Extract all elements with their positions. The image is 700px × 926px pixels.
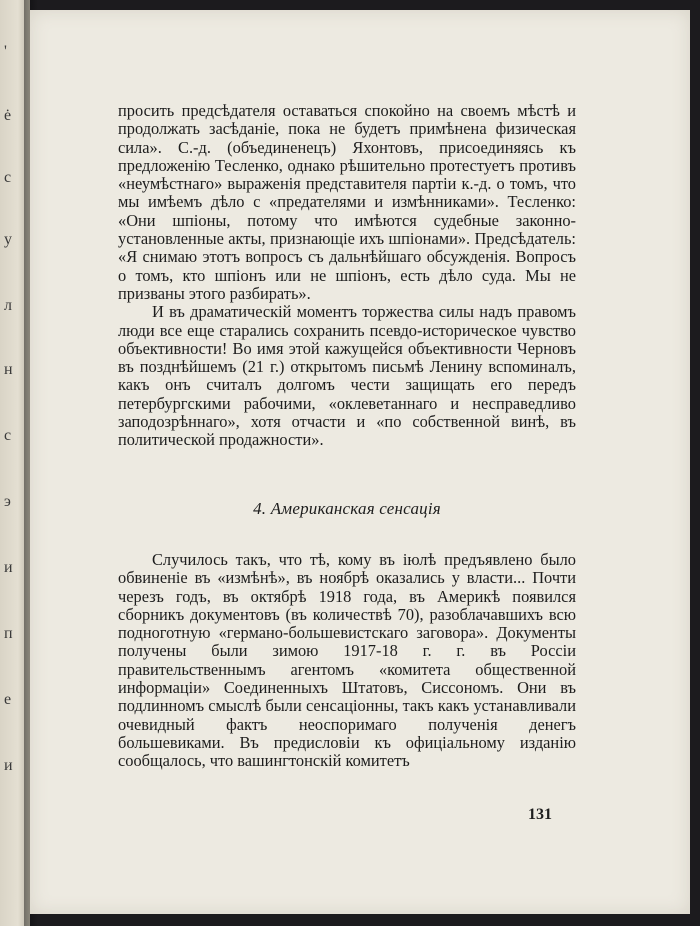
left-page-char: и <box>4 757 13 774</box>
left-page-char: и <box>4 559 13 576</box>
left-page-char: ' <box>4 43 7 60</box>
left-page-char: п <box>4 625 13 642</box>
paragraph: просить предсѣдателя оставаться спокойно на своемъ мѣстѣ и продолжать засѣданіе, пока не будетъ примѣнена физическая сила». С.-д. (объединенецъ) Яхонтовъ, присоединяясь къ предложенію Тесленко, однако рѣшительно протестуетъ противъ «неумѣстнаго» выраженія представителя партіи к.-д. о томъ, что мы имѣемъ дѣло с «предателями и измѣнниками». Тесленко: «Они шпіоны, потому что имѣются судебные законно-установленные акты, признающіе ихъ шпіонами». Предсѣдатель: «Я снимаю этотъ вопросъ съ дальнѣйшаго обсужденія. Вопросъ о томъ, кто шпіонъ или не шпіонъ, есть дѣло суда. Мы не призваны этого разбирать». <box>118 101 576 303</box>
left-page-char: л <box>4 297 12 314</box>
section-heading: 4. Американская сенсація <box>253 498 441 518</box>
paragraph: Случилось такъ, что тѣ, кому въ іюлѣ предъявлено было обвиненіе въ «измѣнѣ», въ ноябрѣ оказались у власти... Почти черезъ годъ, въ октябрѣ 1918 года, въ Америкѣ появился сборникъ документовъ (въ количествѣ 70), разоблачавшихъ всю подноготную «германо-большевистскаго заговора». Документы получены были зимою 1917-18 г. г. въ Россіи правительственнымъ агентомъ «комитета общественной информаціи» Соединенныхъ Штатовъ, Сиссономъ. Они въ подлинномъ смыслѣ были сенсаціонны, такъ какъ устанавливали очевидный фактъ неоспоримаго полученія денегъ большевиками. Въ предисловіи къ офиціальному изданію сообщалось, что вашингтонскій комитетъ <box>118 549 576 771</box>
page-body <box>118 102 576 771</box>
page-number: 131 <box>528 806 552 823</box>
left-page-char: ė <box>4 107 12 124</box>
left-page-char: с <box>4 427 12 444</box>
paragraph: И въ драматическій моментъ торжества силы надъ правомъ люди все еще старались сохранить псевдо-историческое чувство объективности! Во имя этой кажущейся объективности Черновъ въ позднѣйшемъ (21 г.) открытомъ письмѣ Ленину вспоминалъ, какъ онъ считалъ долгомъ чести защищать его передъ петербургскими рабочими, «оклеветаннаго и несправедливо заподозрѣннаго», хотя отчасти и «по собственной винѣ, въ политической продажности». <box>118 302 576 450</box>
left-page-char: с <box>4 169 12 186</box>
left-page-char: е <box>4 691 12 708</box>
left-page-char: н <box>4 361 13 378</box>
book-page <box>30 10 690 914</box>
left-page-char: у <box>4 231 12 248</box>
left-page-char: э <box>4 493 11 510</box>
